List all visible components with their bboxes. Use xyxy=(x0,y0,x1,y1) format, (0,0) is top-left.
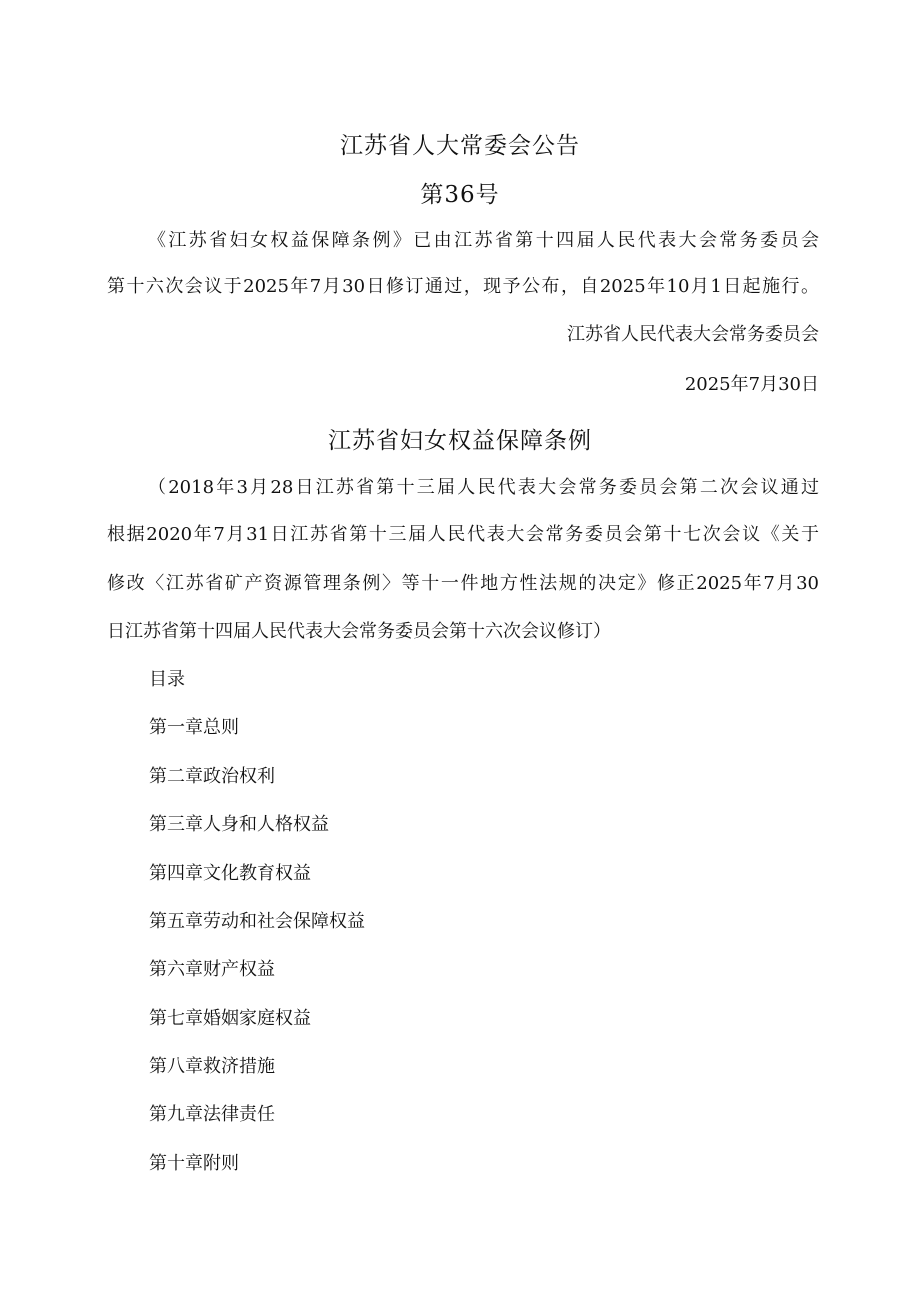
toc-item: 第一章总则 xyxy=(149,717,239,738)
announcement-number: 第36号 xyxy=(420,182,500,208)
announcement-body-line: 第十六次会议于2025年7月30日修订通过，现予公布，自2025年10月1日起施行。 xyxy=(107,276,819,297)
toc-item: 第六章财产权益 xyxy=(149,959,275,980)
regulation-title: 江苏省妇女权益保障条例 xyxy=(328,428,592,454)
announcement-title: 江苏省人大常委会公告 xyxy=(340,133,580,159)
toc-item: 第三章人身和人格权益 xyxy=(149,814,329,835)
toc-item: 第九章法律责任 xyxy=(149,1104,275,1125)
toc-item: 第七章婚姻家庭权益 xyxy=(149,1008,311,1029)
announcement-date: 2025年7月30日 xyxy=(684,374,819,395)
toc-item: 第五章劳动和社会保障权益 xyxy=(149,911,365,932)
toc-item: 第四章文化教育权益 xyxy=(149,863,311,884)
toc-item: 第二章政治权利 xyxy=(149,766,275,787)
toc-item: 第八章救济措施 xyxy=(149,1056,275,1077)
toc-item: 第十章附则 xyxy=(149,1153,239,1174)
history-line: 日江苏省第十四届人民代表大会常务委员会第十六次会议修订） xyxy=(107,621,611,642)
history-line: （2018年3月28日江苏省第十三届人民代表大会常务委员会第二次会议通过 xyxy=(148,477,819,498)
toc-heading: 目录 xyxy=(149,669,185,690)
announcement-issuer: 江苏省人民代表大会常务委员会 xyxy=(567,324,819,345)
history-line: 修改〈江苏省矿产资源管理条例〉等十一件地方性法规的决定》修正2025年7月30 xyxy=(107,573,819,594)
announcement-body-line: 《江苏省妇女权益保障条例》已由江苏省第十四届人民代表大会常务委员会 xyxy=(148,230,819,251)
history-line: 根据2020年7月31日江苏省第十三届人民代表大会常务委员会第十七次会议《关于 xyxy=(107,524,819,545)
